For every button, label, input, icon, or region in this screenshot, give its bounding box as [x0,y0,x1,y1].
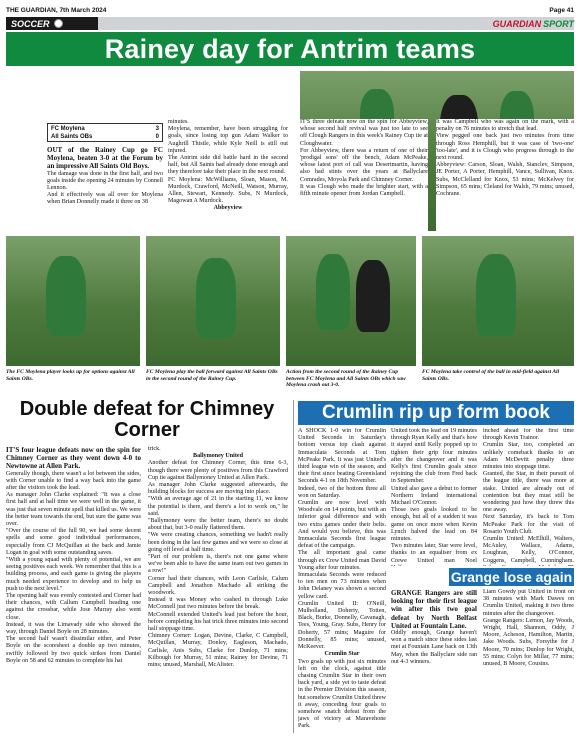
brand-text-b: SPORT [543,18,574,29]
top-bar [6,4,574,16]
paragraph: minutes. [168,119,189,125]
paragraph: For Abbeyview, there was a return of one of their 'prodigal sons' off the bench, Adam McPeake, whose latest port of call was Desertmartin, having also had stints over the years at Ballyclare Comrades, Moyola Park and Chimney Corner. [300,147,428,183]
team-name: FC Moylena [51,126,85,132]
paragraph: As manager John Clarke explained: "It was a close first half and at half time we were well in the game, it was just that seven minute spell that killed us. We were the better team towards the end, but sure the game was over. [6,492,141,528]
paragraph: McConnell extended United's lead just before the hour, before completing his hat trick three minutes into second half stoppage time. [148,611,288,633]
story2-lead: IT'S four league defeats now on the spin for Chimney Corner as they went down 4-0 to Newtowne at Allen Park. [6,446,141,471]
story1-col3 [300,119,428,232]
paragraph: "Ballymoney were the better team, there's no doubt about that, but 3-0 really flattered them. [148,518,288,532]
paragraph: Another defeat for Chimney Corner, this time 6-3, though there were plenty of positives from this Crawford Cup tie against Ballymoney United at Allen Park. [148,460,288,481]
paragraph: United took the lead on 19 minutes through Ryan Kelly and that's how it stayed until Kelly popped up to tighten their grip four minutes after the changeover and it was Kelly's first Crumlin goals since rejoining the club from Fred back in September. [391,428,477,485]
brand-logo [493,17,574,30]
paragraph: As manager John Clarke suggested afterwards, the building blocks for success are moving into place. [148,482,288,496]
paragraph: The second half wasn't dissimilar either, and Peter Boyle on the scoresheet a double up two minutes, swiftly followed by two quick strikes from Daniel Boyle on 58 and 62 minutes to complete his hat [6,636,141,664]
paragraph: IT'S three defeats now on the spin for Abbeyview, whose second half revival was just too late to see off Clough Rangers in this week's Rainey Cup tie at Cloughwater. [300,119,428,147]
paragraph: FC Moylena: McWilliams, Sloan, Mason, M. Murdock, Crawford, McNeill, Watson, Murray, Allen, Stewart, Kennedy. Subs, N Murdock, Magowan A Murdock. [168,176,288,205]
paragraph: It was Campbell who was again on the mark, with a penalty on 76 minutes to stretch that lead. [436,119,574,133]
paragraph: The all important goal came through ex Crew United man David Young after four minutes. [298,550,386,571]
paragraph: "Over the course of the full 90, we had some decent spells and some good individual performances, especially from CJ McQuillan at the back and Jamie Logan in goal with some outstanding saves. [6,528,141,556]
paragraph: Abbeyview: Carson, Sloan, Walsh, Stanclev, Simpson, JE Porter, A Porter, Hemphill, Vance, Sullivan, Knox. Subs, McClelland for Knox, 53 mins; McKelvey for Simpson, 65 mins; Cleland for Walsh, 79 mins; unused, Cochrane. [436,162,574,198]
paragraph: Two minutes later, Star were level, thanks to an equaliser from ex Crewe United man Noel [391,543,477,564]
subheading: Crumlin Star [324,651,360,658]
story3-col1 [298,428,386,731]
paragraph: A SHOCK 1-0 win for Crumlin United Seconds in Saturday's bottom versus top clash against Immaculata Seconds at Tom McPeake Park. It was just United's third league win of the season, and their first since beating Greenisland Seconds 4-1 on 18th November. [298,428,386,485]
story1-lead: OUT of the Rainey Cup go FC Moylena, beaten 3-0 at the Forum by an impressive All Saints Old Boys. [47,146,163,171]
paragraph: Crumlin Star, too, completed an unlikely comeback thanks to an Adam McDevitt penalty three minutes into stoppage time. [483,442,574,471]
story4-col1 [391,589,477,731]
team-name: All Saints OBs [51,134,93,140]
paragraph: Crumlin are now level with Woodvale on 14 points, but with an inferior goal difference and with two extra games under their belts. And would you believe, this was Immaculata Seconds first league defeat of the campaign. [298,500,386,550]
photo-action-4 [286,236,416,366]
paragraph: Chimney Corner: Logan, Devine, Clarke, C Campbell, McQuillan, Murray, Donley, Eagleson, Machado, Carlisle, Anis Subs, Clarke for Dunlop, 71 mins; Kilbough for Murray, 51 mins; Rainey for Devine, 71 mins; unused, Marshall, McAlister. [148,633,288,669]
subheading: Abbeyview [213,205,243,212]
paragraph: Crumlin United II: O'Neill, Mulholland, Doherty, Totten, Black, Burke, Donnelly, Cavanagh, Tees, Young, Gray. Subs, Henry for Doherty, 57 mins; Maguire for Donnelly, 85 mins; unused, McKeever. [298,600,386,651]
caption: FC Moylena play the ball forward against All Saints OBs in the second round of the Rainey Cup. [146,369,278,382]
caption: The FC Moylena player looks up for options against All Saints OBs. [6,369,135,382]
paragraph: It was Clough who made the brighter start, with a fifth minute opener from Jordan Campbell. [300,183,428,198]
paragraph: The opening half was evenly contested and Corner had their chances, with Callum Campbell heading one against the crossbar, while Jose Murray also went close. [6,593,141,621]
headline-grange: Grange lose again [450,569,573,585]
paper-date: THE GUARDIAN, 7th March 2024 [6,6,107,14]
paragraph: Indeed, two of the bottom three all won on Saturday. [298,485,386,499]
headline-chimney: Double defeat for Chimney Corner [19,398,275,441]
paragraph: "With a young squad with plenty of potential, we are seeing positives each week. We remember that this is a building process, and each game is giving the players much needed experience to develop and to help us push to the next level." [6,557,141,592]
paragraph: "We were creating chances, something we hadn't really been doing in the last few games and we were so close at going off level at half time. [148,532,288,553]
section-text: SOCCER [11,18,50,29]
paragraph: Grange Rangers: Lemon, Jay Woods, Wright, Hall, Shannon, Oddy, J Moore, Acheson, Hamilton, Martin, Jake Woods. Subs, Forsythe for J Moore, 70 mins; Dunlop for Wright, 55 mins; Colyn for Millar, 77 mins; unused, B Moore, Cousins. [483,617,574,668]
paragraph: Moylena, remember, have been struggling for goals, since losing top gun Adam Walker to Aughrill Thistle, while Kyle Neill is still out injured. [168,126,288,154]
brand-text-a: GUARDIAN [492,18,542,29]
caption: FC Moylena take control of the ball in mid-field against All Saints OBs. [422,369,560,382]
paragraph: The damage was done in the first half, and two goals inside the opening 24 minutes by Connell Lennon. [47,170,163,192]
story2-col2 [148,446,288,731]
photo-action-2 [6,236,140,366]
headline-rainey: Rainey day for Antrim teams [6,32,574,66]
team-score: 3 [155,126,159,132]
paragraph: "With an average age of 21 in the starting 11, we know the potential is there, and there's a lot to work on," he said. [148,496,288,517]
paragraph: The Antrim side did battle hard in the second half, but All Saints had already done enough and they therefore take their place in the next round. [168,155,288,176]
paragraph: Two goals up with just six minutes left on the clock, against title chasing Crumlin Star in their own back yard, a side yet to taste defeat in the Premier Division this season, but somehow Crumlin United threw it away, conceding four goals to somehow snatch defeat from the jaws of victory at Maravehone Park. [298,658,386,730]
story1-col2 [168,119,288,232]
paragraph: Immaculata Seconds were reduced to ten men on 73 minutes when John Delaney was shown a second yellow card. [298,572,386,600]
team-score: 0 [155,134,159,140]
paragraph: trick. [148,446,161,452]
score-box [47,123,163,142]
paragraph: Instead, it was the Limavady side who showed the way, through Daniel Boyle on 28 minutes. [6,621,141,636]
paragraph: Crumlin United: McElhill, Walters, McAuley, Wallace, Adams, Loughran, Kelly, O'Connor, Coggens, Campbell, Cunningham. [483,536,574,564]
paragraph: Those two goals looked to be enough, but all of a sudden it was game on once more when Kevin Lynch halved the lead on 84 minutes. [391,507,477,543]
paragraph: "Part of our problem is, there's not one game where we've been able to have the same team out two games in a row!" [148,554,288,575]
paragraph: And it effectively was all over for Moylena when Brian Donnelly made it three on 38 [47,192,163,206]
paragraph: Granted, the Star, in their pursuit of the league title, there was more at stake. United are already out of contention but they must still be wondering just how they threw this one away. [483,471,574,514]
football-icon [54,19,63,28]
story3-col3 [483,428,574,566]
paragraph: Oddly enough, Grange haven't won a match since these sides last met at Fountain Lane back on 13th May, when the Ballyclare side ran out 4-3 winners. [391,630,477,665]
paragraph: Generally though, there wasn't a lot between the sides, with Corner unable to find a way back into the game after the visitors took the lead. [6,470,141,492]
subheading: Ballymoney United [193,453,243,460]
paragraph: Instead it was Money who cashed in through Luke McConnell just two minutes before the break. [148,597,288,611]
paragraph: Liam Gowdy put United in front on 38 minutes with Mark Dawes on Crumlin United, making it two three minutes after the changeover. [483,589,574,617]
story1-col4 [436,119,574,232]
paragraph: United also gave a debut to former Northern Ireland international Michael O'Connor. [391,485,477,507]
caption: Action from the second round of the Rainey Cup between FC Moylena and All Saints OBs which saw Moylena crash out 3-0. [286,369,406,389]
photo-action-5 [422,236,574,366]
score-row [51,133,159,141]
story4-col2 [483,589,574,731]
paragraph: View pegged one back just two minutes from time through Ross Hemphill, but it was case of 'two-one' 'too-late', and it is Clough who progress through to the next round. [436,133,574,162]
story3-col2 [391,428,477,566]
headline-crumlin: Crumlin rip up form book [298,401,574,425]
story2-col1 [6,446,141,731]
score-row [51,125,159,133]
paragraph: Next Saturday, it's back to Tom McPeake Park for the visit of Rosario Youth Club. [483,514,574,535]
photo-action-3 [146,236,280,366]
story4-lead: GRANGE Rangers are still looking for their first league win after this two goal defeat by North Belfast United at Fountain Lane. [391,589,477,630]
paragraph: inched ahead for the first time through Kevin Trainor. [483,428,574,442]
page-number: Page 41 [549,6,574,14]
column-divider [293,400,294,733]
section-label [6,17,98,30]
paragraph: Corner had their chances, with Leon Carlisle, Calum Campbell and Jonathon Machado all striking the woodwork. [148,575,288,597]
story1-col1 [47,146,163,232]
